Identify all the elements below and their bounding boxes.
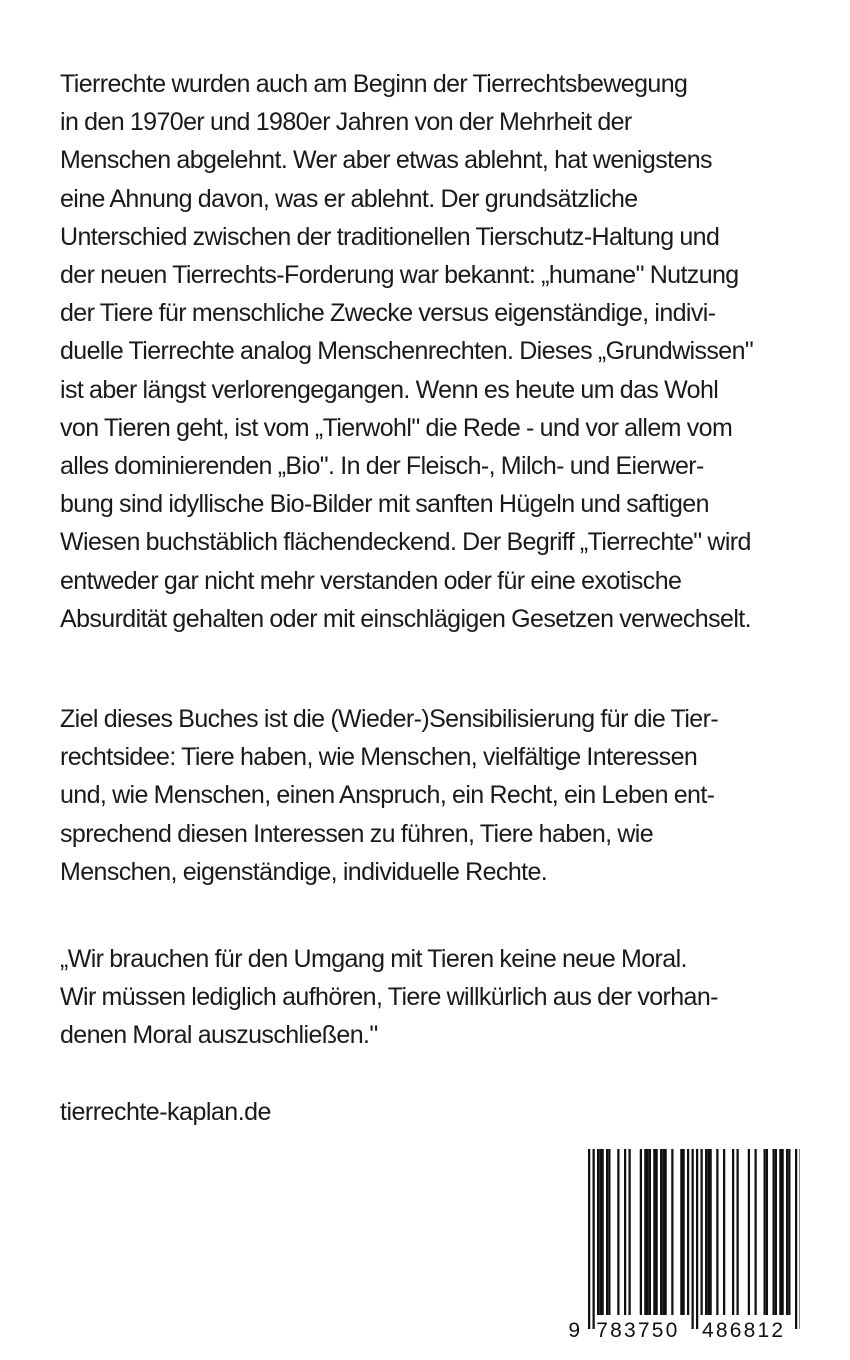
barcode-bar bbox=[617, 1149, 619, 1315]
paragraph1-line: Wiesen buchstäblich flächendeckend. Der Begriff „Tierrechte" wird bbox=[60, 528, 751, 557]
barcode-bar bbox=[696, 1149, 698, 1329]
barcode-bar bbox=[692, 1149, 694, 1329]
description-paragraph-1 bbox=[60, 65, 800, 638]
paragraph2-line: Ziel dieses Buches ist die (Wieder-)Sensibilisierung für die Tier- bbox=[60, 705, 719, 733]
barcode-bar bbox=[656, 1149, 658, 1315]
barcode-left-digits: 783750 bbox=[596, 1319, 680, 1342]
barcode-bar bbox=[779, 1149, 781, 1315]
barcode-bar bbox=[599, 1149, 601, 1315]
barcode-bar bbox=[786, 1149, 788, 1315]
barcode-bar bbox=[649, 1149, 651, 1315]
barcode-bar bbox=[608, 1149, 610, 1315]
paragraph1-line: Absurdität gehalten oder mit einschlägigen Gesetzen verwechselt. bbox=[60, 604, 751, 633]
quote-line: „Wir brauchen für den Umgang mit Tieren keine neue Moral. bbox=[60, 945, 687, 973]
barcode-bar bbox=[775, 1149, 777, 1315]
barcode-bar bbox=[647, 1149, 649, 1315]
barcode-bar bbox=[640, 1149, 642, 1315]
quote-line: denen Moral auszuschließen." bbox=[60, 1021, 378, 1050]
paragraph1-line: Tierrechte wurden auch am Beginn der Tierrechtsbewegung bbox=[60, 70, 688, 98]
barcode-bar bbox=[653, 1149, 655, 1315]
paragraph1-line: bung sind idyllische Bio-Bilder mit sanften Hügeln und saftigen bbox=[60, 490, 709, 519]
barcode-bar bbox=[723, 1149, 725, 1315]
barcode-bar bbox=[660, 1149, 662, 1315]
barcode-bar bbox=[705, 1149, 707, 1315]
website-url: tierrechte-kaplan.de bbox=[60, 1098, 271, 1126]
barcode-bar bbox=[644, 1149, 646, 1315]
paragraph1-line: der Tiere für menschliche Zwecke versus eigenständige, indivi- bbox=[60, 299, 716, 328]
barcode-bar bbox=[665, 1149, 667, 1315]
barcode-bar bbox=[748, 1149, 750, 1315]
barcode-bar bbox=[732, 1149, 734, 1315]
barcode-bar bbox=[662, 1149, 664, 1315]
paragraph1-line: in den 1970er und 1980er Jahren von der Mehrheit der bbox=[60, 108, 632, 137]
isbn-barcode bbox=[560, 1145, 800, 1345]
barcode-bar bbox=[624, 1149, 626, 1315]
barcode-bar bbox=[671, 1149, 673, 1315]
paragraph1-line: Menschen abgelehnt. Wer aber etwas ablehnt, hat wenigstens bbox=[60, 146, 712, 175]
barcode-bar bbox=[795, 1149, 797, 1329]
barcode-right-digits: 486812 bbox=[702, 1319, 786, 1342]
barcode-bar bbox=[707, 1149, 709, 1315]
paragraph1-line: duelle Tierrechte analog Menschenrechten. Dieses „Grundwissen" bbox=[60, 337, 754, 366]
barcode-bar bbox=[788, 1149, 790, 1315]
barcode-bar bbox=[606, 1149, 608, 1315]
paragraph1-line: ist aber längst verlorengegangen. Wenn es heute um das Wohl bbox=[60, 375, 719, 404]
paragraph2-line: und, wie Menschen, einen Anspruch, ein Recht, ein Leben ent- bbox=[60, 781, 715, 810]
paragraph2-line: Menschen, eigenständige, individuelle Rechte. bbox=[60, 857, 548, 886]
barcode-bar bbox=[687, 1149, 689, 1315]
barcode-bar bbox=[593, 1149, 595, 1329]
barcode-bar bbox=[800, 1149, 801, 1329]
barcode-bar bbox=[680, 1149, 682, 1315]
barcode-bar bbox=[716, 1149, 718, 1315]
quote-line: Wir müssen lediglich aufhören, Tiere willkürlich aus der vorhan- bbox=[60, 983, 718, 1012]
paragraph1-line: entweder gar nicht mehr verstanden oder für eine exotische bbox=[60, 566, 682, 595]
paragraph1-line: eine Ahnung davon, was er ablehnt. Der grundsätzliche bbox=[60, 184, 638, 213]
barcode-bar bbox=[764, 1149, 766, 1315]
barcode-bar bbox=[602, 1149, 604, 1315]
barcode-bar bbox=[701, 1149, 703, 1315]
barcode-bar bbox=[683, 1149, 685, 1315]
paragraph2-line: sprechend diesen Interessen zu führen, Tiere haben, wie bbox=[60, 819, 654, 848]
barcode-bar bbox=[629, 1149, 631, 1315]
description-paragraph-2 bbox=[60, 700, 800, 891]
barcode-bar bbox=[597, 1149, 599, 1315]
barcode-bar bbox=[710, 1149, 712, 1315]
paragraph1-line: von Tieren geht, ist vom „Tierwohl" die Rede - und vor allem vom bbox=[60, 413, 733, 442]
quote-paragraph bbox=[60, 940, 800, 1055]
barcode-bar bbox=[773, 1149, 775, 1315]
barcode-bar bbox=[588, 1149, 590, 1329]
paragraph1-line: alles dominierenden „Bio". In der Fleisch-, Milch- und Eierwer- bbox=[60, 452, 704, 481]
barcode-bar bbox=[782, 1149, 784, 1315]
paragraph1-line: Unterschied zwischen der traditionellen Tierschutz-Haltung und bbox=[60, 222, 720, 251]
paragraph1-line: der neuen Tierrechts-Forderung war bekannt: „humane" Nutzung bbox=[60, 261, 739, 290]
barcode-first-digit: 9 bbox=[568, 1319, 580, 1342]
paragraph2-line: rechtsidee: Tiere haben, wie Menschen, vielfältige Interessen bbox=[60, 743, 698, 772]
barcode-bar bbox=[737, 1149, 739, 1315]
barcode-bar bbox=[755, 1149, 757, 1315]
barcode-bar bbox=[766, 1149, 768, 1315]
